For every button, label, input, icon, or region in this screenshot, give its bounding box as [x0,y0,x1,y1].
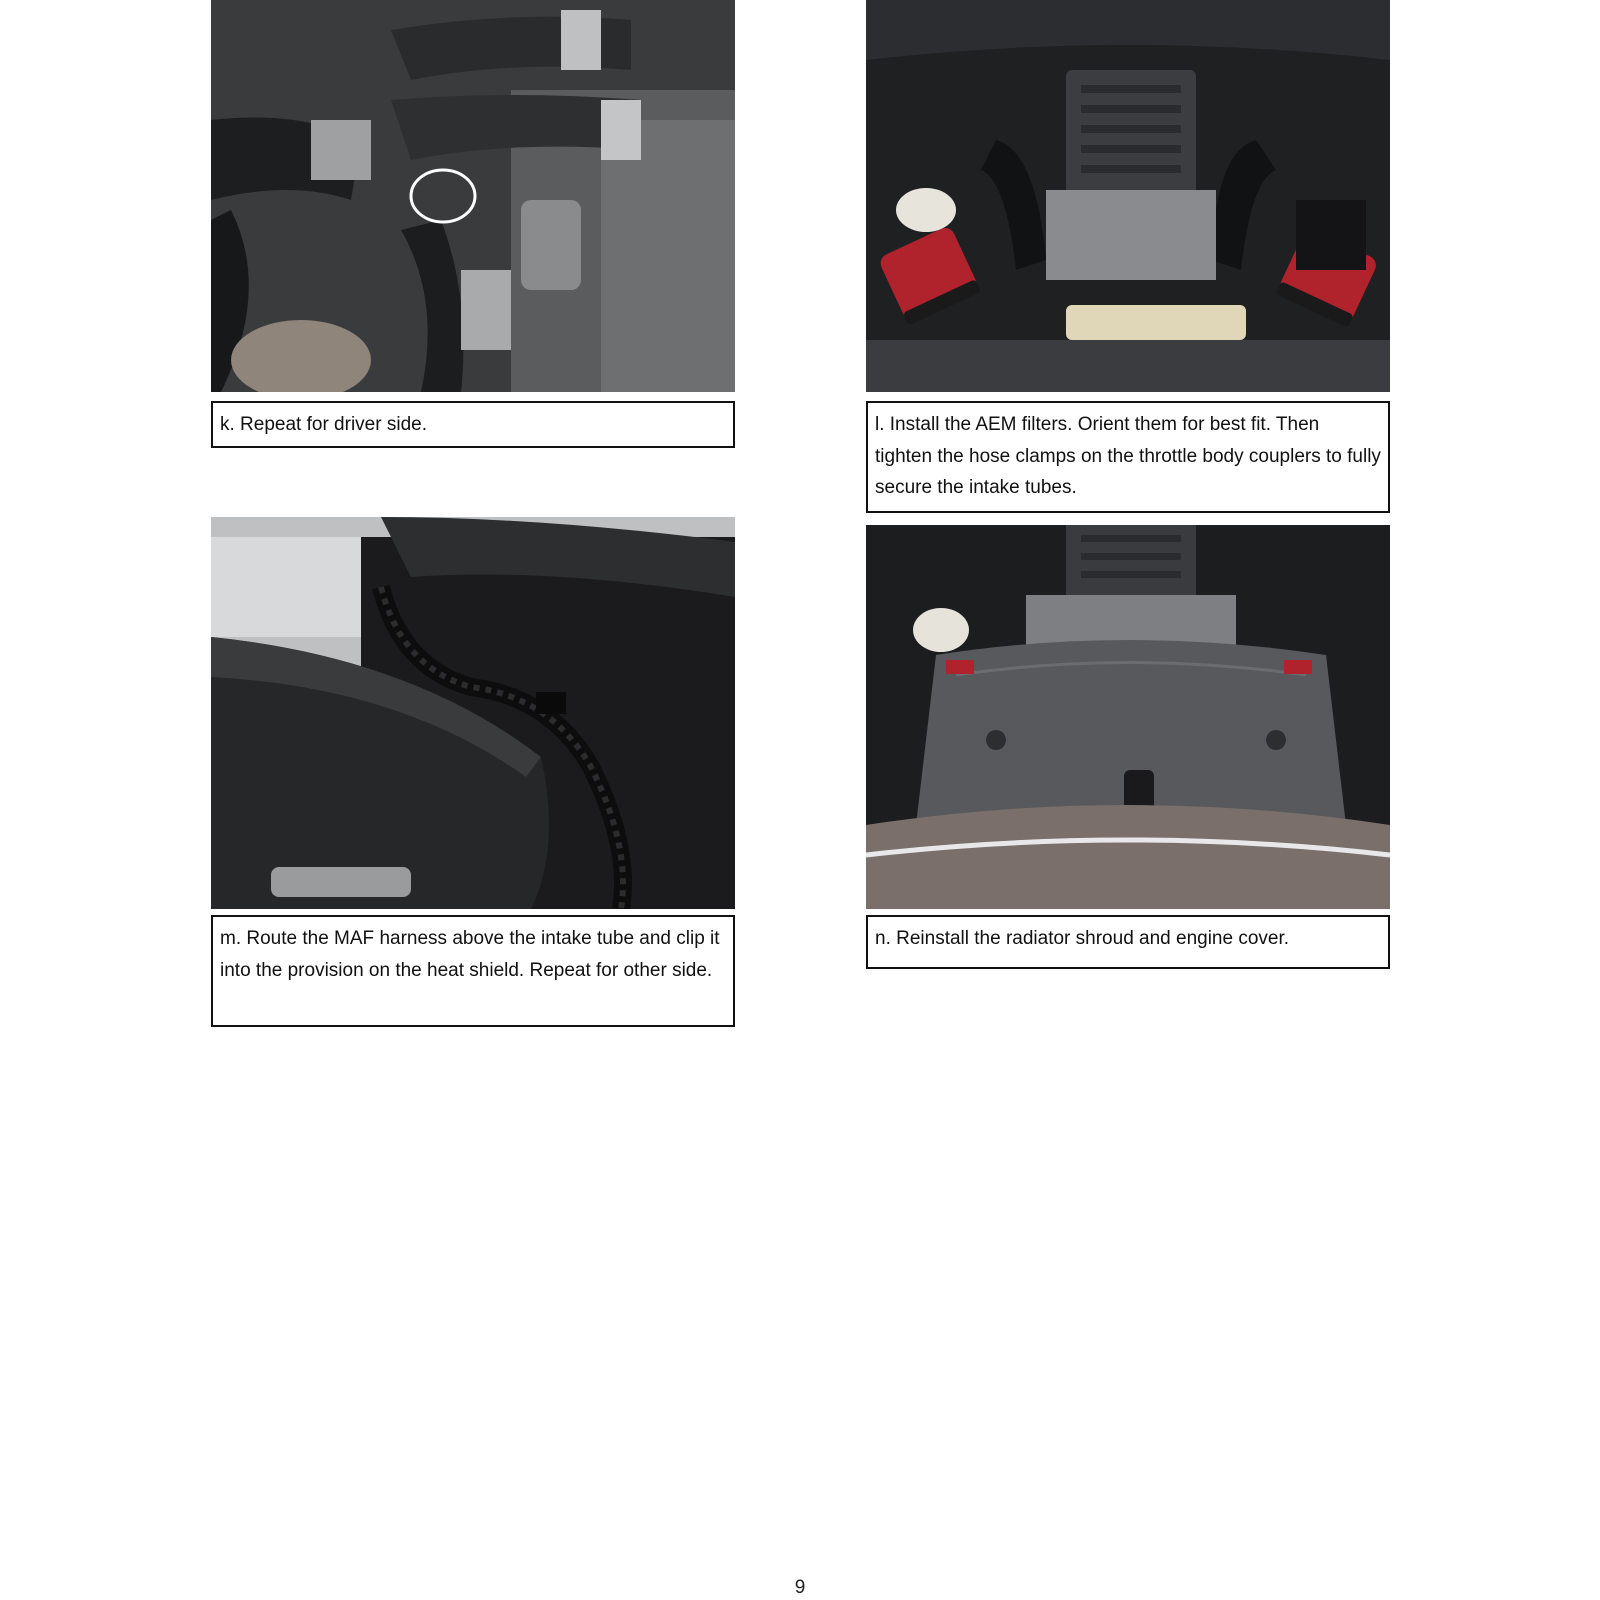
intake-tube-harness-illustration [211,517,735,909]
step-l-text: l. Install the AEM filters. Orient them for best fit. Then tighten the hose clamps on the throttle body couplers to fully secure the intake tubes. [875,414,1381,498]
engine-cover-illustration [866,525,1390,909]
engine-bay-filters-illustration [866,0,1390,392]
photo-maf-harness-routing [211,517,735,909]
photo-aem-filters-installed [866,0,1390,392]
photo-radiator-shroud-reinstalled [866,525,1390,909]
photo-driver-side-hoses [211,0,735,392]
step-k-caption [211,401,735,448]
step-n-caption [866,915,1390,969]
step-n-text: n. Reinstall the radiator shroud and engine cover. [875,928,1290,949]
page-number: 9 [794,1577,806,1598]
step-k-text: k. Repeat for driver side. [220,414,427,435]
step-l-caption [866,401,1390,513]
step-m-text: m. Route the MAF harness above the intake tube and clip it into the provision on the heat shield. Repeat for other side. [220,928,720,981]
engine-bay-hoses-illustration [211,0,735,392]
step-m-caption [211,915,735,1027]
